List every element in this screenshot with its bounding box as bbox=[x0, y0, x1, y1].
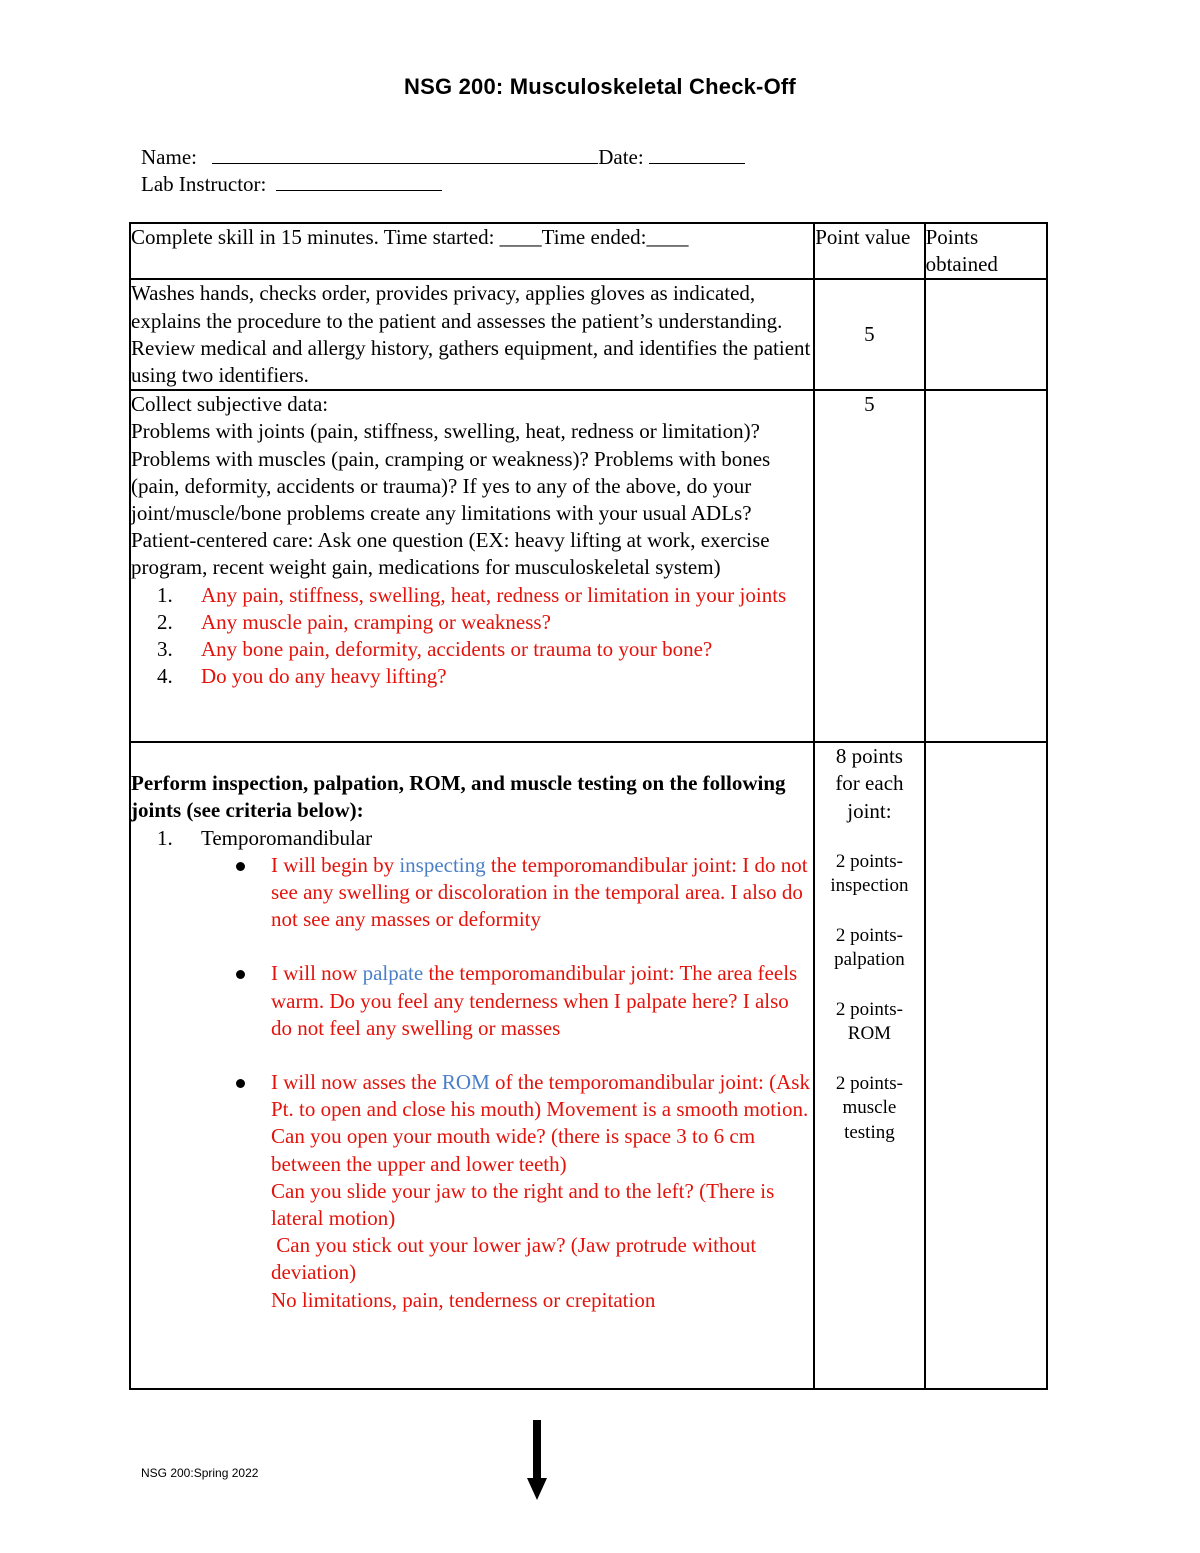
keyword-palpate: palpate bbox=[362, 961, 424, 986]
question-text: Do you do any heavy lifting? bbox=[201, 664, 447, 689]
name-date-line bbox=[141, 143, 745, 171]
bullet-rom: I will now asses the ROM of the temporomandibular joint: (Ask Pt. to open and close his mouth) Movement is a smooth motion. Can you open your mouth wide? (there is space 3 to 6 cm between the upper and lower teeth) Can you slide your jaw to the right and to the left? (There is lateral motion) Can you stick out your lower jaw? (Jaw protrude without deviation) No limitations, pain, tenderness or crepitation bbox=[131, 1069, 813, 1314]
row2-body: Problems with joints (pain, stiffness, swelling, heat, redness or limitation)? Problems with muscles (pain, cramping or weakness)? Problems with bones (pain, deformity, accidents or trauma)? If yes to any of the above, do your joint/muscle/bone problems create any limitations with your usual ADLs? Patient-centered care: Ask one question (EX: heavy lifting at work, exercise program, recent weight gain, medications for musculoskeletal system) bbox=[131, 419, 771, 580]
joint-list bbox=[131, 825, 813, 852]
row3-heading: Perform inspection, palpation, ROM, and muscle testing on the following joints (see criteria below): bbox=[131, 771, 786, 823]
rom-question-open: Can you open your mouth wide? (there is space 3 to 6 cm between the upper and lower teeth) bbox=[271, 1124, 756, 1176]
instruction-cell: Complete skill in 15 minutes. Time started: ____Time ended:____ bbox=[130, 223, 814, 279]
table-row bbox=[130, 742, 1047, 1389]
bullet-inspection: I will begin by inspecting the temporomandibular joint: I do not see any swelling or discoloration in the temporal area. I also do not see any masses or deformity bbox=[131, 852, 813, 934]
row2-points: 5 bbox=[814, 390, 924, 742]
question-list bbox=[131, 582, 813, 691]
rom-question-slide: Can you slide your jaw to the right and to the left? (There is lateral motion) bbox=[271, 1178, 775, 1231]
points-obtained-header: Points obtained bbox=[925, 223, 1047, 279]
keyword-inspecting: inspecting bbox=[399, 852, 486, 877]
instructor-line bbox=[141, 170, 442, 198]
list-item: 3. Any bone pain, deformity, accidents or trauma to your bone? bbox=[131, 636, 813, 663]
bullet-palpation: I will now palpate the temporomandibular joint: The area feels warm. Do you feel any tenderness when I palpate here? I also do not feel any swelling or masses bbox=[131, 960, 813, 1042]
down-arrow-icon bbox=[527, 1420, 547, 1502]
question-text: Any muscle pain, cramping or weakness? bbox=[201, 609, 551, 634]
row2-intro: Collect subjective data: bbox=[131, 392, 329, 417]
table-row bbox=[130, 279, 1047, 390]
row3-obtained[interactable] bbox=[925, 742, 1047, 1389]
bullet-icon bbox=[236, 1079, 245, 1088]
keyword-rom: ROM bbox=[441, 1070, 490, 1095]
question-text: Any pain, stiffness, swelling, heat, redness or limitation in your joints bbox=[201, 582, 787, 607]
table-header-row bbox=[130, 223, 1047, 279]
row3-points bbox=[814, 742, 924, 1389]
date-field[interactable] bbox=[649, 143, 745, 164]
points-muscle-testing: 2 points-muscle testing bbox=[835, 1072, 903, 1143]
row1-obtained[interactable] bbox=[925, 279, 1047, 390]
row1-points: 5 bbox=[814, 279, 924, 390]
bullet-icon bbox=[236, 970, 245, 979]
name-field[interactable] bbox=[212, 143, 598, 164]
list-item: 1. Any pain, stiffness, swelling, heat, redness or limitation in your joints bbox=[131, 582, 813, 609]
date-label: Date: bbox=[598, 145, 644, 169]
name-label: Name: bbox=[141, 145, 197, 169]
row1-text: Washes hands, checks order, provides privacy, applies gloves as indicated, explains the procedure to the patient and assesses the patient’s understanding. Review medical and allergy history, gathers equipment, and identifies the patient using two identifiers. bbox=[130, 279, 814, 390]
instructor-label: Lab Instructor: bbox=[141, 172, 267, 196]
points-inspection: 2 points-inspection bbox=[830, 850, 909, 897]
footer-text: NSG 200:Spring 2022 bbox=[141, 1466, 259, 1480]
rom-conclusion: No limitations, pain, tenderness or crepitation bbox=[271, 1287, 656, 1312]
points-palpation: 2 points-palpation bbox=[834, 924, 905, 971]
checkoff-table bbox=[129, 222, 1048, 1390]
points-per-joint: 8 points for each joint: bbox=[835, 744, 904, 823]
bullet-icon bbox=[236, 862, 245, 871]
table-row bbox=[130, 390, 1047, 742]
rom-question-protrude: Can you stick out your lower jaw? (Jaw protrude without deviation) bbox=[271, 1233, 762, 1285]
page-title: NSG 200: Musculoskeletal Check-Off bbox=[404, 74, 796, 99]
points-rom: 2 points-ROM bbox=[835, 998, 903, 1045]
row2-obtained[interactable] bbox=[925, 390, 1047, 742]
row3-content bbox=[130, 742, 814, 1389]
instructor-field[interactable] bbox=[276, 170, 442, 191]
list-item: 1. Temporomandibular bbox=[131, 825, 813, 852]
joint-name: Temporomandibular bbox=[201, 825, 373, 850]
point-value-header: Point value bbox=[814, 223, 924, 279]
list-item: 2. Any muscle pain, cramping or weakness? bbox=[131, 609, 813, 636]
row2-content bbox=[130, 390, 814, 742]
list-item: 4. Do you do any heavy lifting? bbox=[131, 663, 813, 690]
question-text: Any bone pain, deformity, accidents or trauma to your bone? bbox=[201, 637, 713, 662]
